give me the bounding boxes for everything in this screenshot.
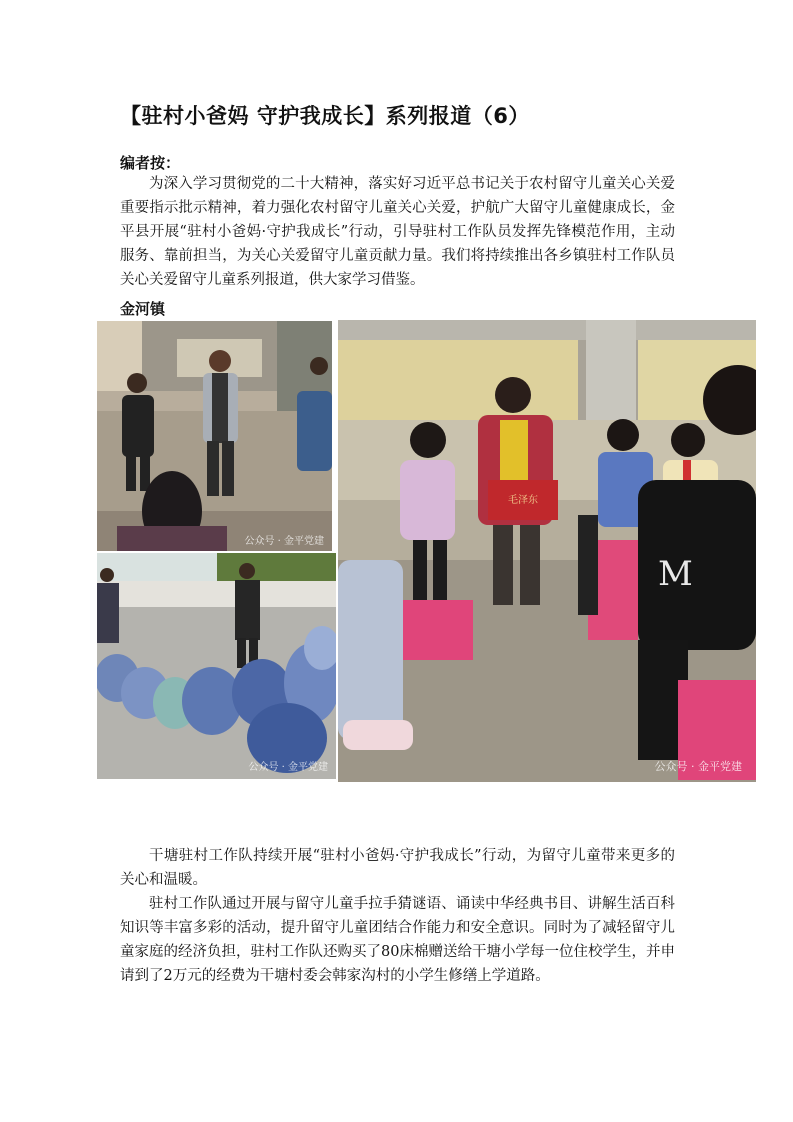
photo-quilt-bags xyxy=(97,553,336,779)
body-paragraph-2: 驻村工作队通过开展与留守儿童手拉手猜谜语、诵读中华经典书目、讲解生活百科知识等丰富多彩的活动，提升留守儿童团结合作能力和安全意识。同时为了减轻留守儿童家庭的经济负担，驻村工作队还购买了80床棉赠送给干塘小学每一位住校学生，并申请到了2万元的经费为干塘村委会韩家沟村的小学生修缮上学道路。 xyxy=(120,896,675,984)
editor-note-label: 编者按： xyxy=(120,154,181,172)
editor-note-paragraph: 为深入学习贯彻党的二十大精神，落实好习近平总书记关于农村留守儿童关心关爱重要指示批示精神，着力强化农村留守儿童关心关爱，护航广大留守儿童健康成长，金平县开展“驻村小爸妈·守护我成长”行动，引导驻村工作队员发挥先锋模范作用，主动服务、靠前担当，为关心关爱留守儿童贡献力量。我们将持续推出各乡镇驻村工作队员关心关爱留守儿童系列报道，供大家学习借鉴。 xyxy=(120,176,675,288)
photo-1-watermark: 公众号 · 金平党建 xyxy=(244,536,324,547)
book-cover-text: 毛泽东 xyxy=(508,495,538,506)
body-paragraph-1: 干塘驻村工作队持续开展“驻村小爸妈·守护我成长”行动，为留守儿童带来更多的关心和温暖。 xyxy=(120,848,675,888)
photo-3-watermark: 公众号 · 金平党建 xyxy=(654,760,742,773)
svg-text:M: M xyxy=(658,554,693,594)
photo-reading-session-image xyxy=(338,320,756,782)
section-label: 金河镇 xyxy=(120,300,166,318)
article-title: 【驻村小爸妈 守护我成长】系列报道（6） xyxy=(120,104,530,128)
photo-holding-hands-image xyxy=(97,321,332,551)
photo-2-watermark: 公众号 · 金平党建 xyxy=(248,762,328,773)
photo-reading-session xyxy=(338,320,756,782)
photo-holding-hands xyxy=(97,321,332,551)
photo-quilt-bags-image xyxy=(97,553,336,779)
